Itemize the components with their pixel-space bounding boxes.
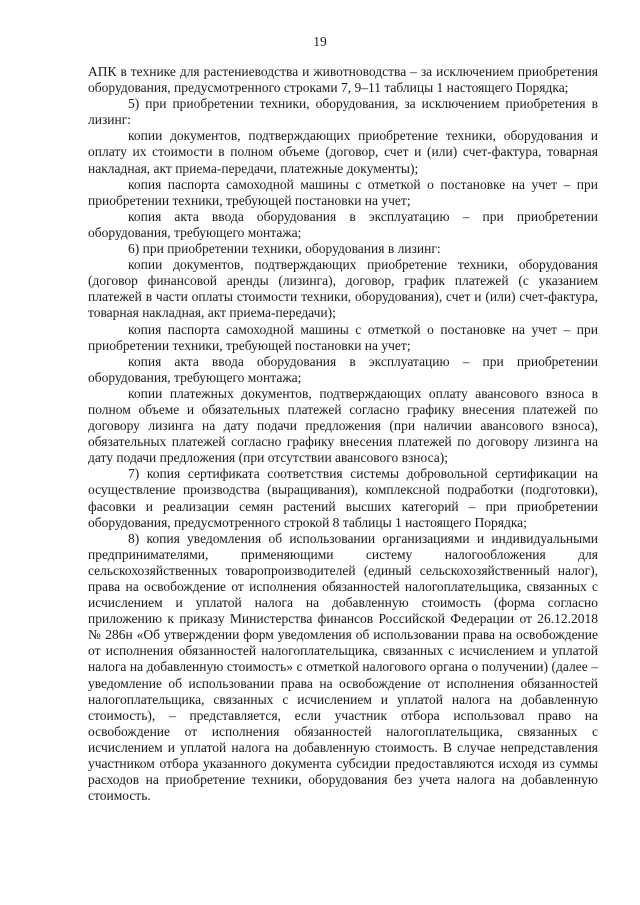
paragraph: 6) при приобретении техники, оборудования в лизинг: [128, 241, 441, 257]
paragraph: копия паспорта самоходной машины с отметкой о постановке на учет – при приобретении техники, требующей постановки на учет; [88, 176, 598, 208]
paragraph: 5) при приобретении техники, оборудования, за исключением приобретения в лизинг: [88, 96, 598, 128]
paragraph: АПК в технике для растениеводства и животноводства – за исключением приобретения оборудования, предусмотренного строками 7, 9–11 таблицы 1 настоящего Порядка; [88, 64, 598, 96]
paragraph: копии документов, подтверждающих приобретение техники, оборудования и оплату их стоимости в полном объеме (договор, счет и (или) счет-фактура, товарная накладная, акт приема-передачи, платежные документы); [88, 128, 598, 176]
paragraph: 8) копия уведомления об использовании организациями и индивидуальными предпринимателями, применяющими систему налогообложения для сельскохозяйственных товаропроизводителей (единый сельскохозяйственный налог), права на освобождение от исполнения обязанностей налогоплательщика, связанных с исчислением и уплатой налога на добавленную стоимость (форма согласно приложению к приказу Министерства финансов Российской Федерации от 26.12.2018 № 286н «Об утверждении форм уведомления об использовании права на освобождение от исполнения обязанностей налогоплательщика, связанных с исчислением и уплатой налога на добавленную стоимость» с отметкой налогового органа о получении) (далее – уведомление об использовании права на освобождение от исполнения обязанностей налогоплательщика, связанных с исчислением и уплатой налога на добавленную стоимость), – представляется, если участник отбора использовал право на освобождение от исполнения обязанностей налогоплательщика, связанных с исчислением и уплатой налога на добавленную стоимость. В случае непредставления участником отбора указанного документа субсидии предоставляются исходя из суммы расходов на приобретение техники, оборудования без учета налога на добавленную стоимость. [88, 530, 598, 804]
paragraph: копии документов, подтверждающих приобретение техники, оборудования (договор финансовой аренды (лизинга), договор, график платежей (с указанием платежей в части оплаты стоимости техники, оборудования), счет и (или) счет-фактура, товарная накладная, акт приема-передачи); [88, 257, 598, 321]
paragraph: 7) копия сертификата соответствия системы добровольной сертификации на осуществление производства (выращивания), комплексной подработки (подготовки), фасовки и реализации семян растений высших категорий – при приобретении оборудования, предусмотренного строкой 8 таблицы 1 настоящего Порядка; [88, 466, 598, 530]
paragraph: копия паспорта самоходной машины с отметкой о постановке на учет – при приобретении техники, требующей постановки на учет; [88, 321, 598, 353]
paragraph: копии платежных документов, подтверждающих оплату авансового взноса в полном объеме и обязательных платежей согласно графику внесения платежей по договору лизинга на дату подачи предложения (при наличии авансового взноса), обязательных платежей согласно графику внесения платежей по договору лизинга на дату подачи предложения (при отсутствии авансового взноса); [88, 385, 598, 466]
paragraph: копия акта ввода оборудования в эксплуатацию – при приобретении оборудования, требующего монтажа; [88, 353, 598, 385]
document-body [88, 64, 598, 804]
page-number: 19 [313, 34, 327, 49]
paragraph: копия акта ввода оборудования в эксплуатацию – при приобретении оборудования, требующего монтажа; [88, 208, 598, 240]
